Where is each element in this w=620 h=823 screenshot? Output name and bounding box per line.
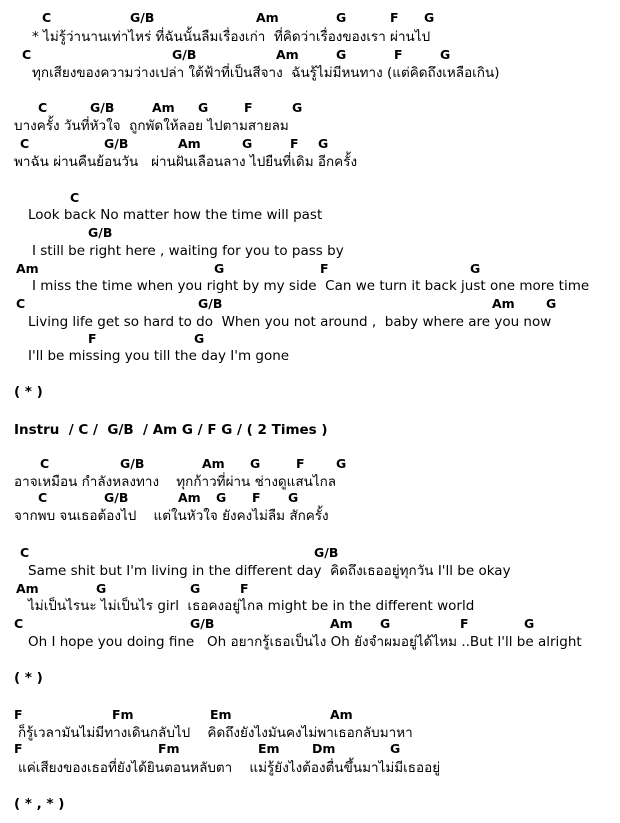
chord-symbol: G/B bbox=[120, 456, 145, 471]
chord-symbol: G bbox=[292, 100, 303, 115]
chord-symbol: G bbox=[470, 261, 481, 276]
lyric-line: I'll be missing you till the day I'm gone bbox=[28, 348, 290, 364]
chord-symbol: Am bbox=[256, 10, 279, 25]
chord-symbol: Fm bbox=[158, 741, 180, 756]
section-marker: ( * ) bbox=[14, 670, 43, 686]
chord-symbol: C bbox=[42, 10, 52, 25]
chord-symbol: C bbox=[22, 47, 32, 62]
lyric-line: Same shit but I'm living in the different day คิดถึงเธออยู่ทุกวัน I'll be okay bbox=[28, 563, 511, 579]
chord-symbol: Am bbox=[16, 581, 39, 596]
chord-symbol: Am bbox=[202, 456, 225, 471]
chord-symbol: Em bbox=[258, 741, 280, 756]
section-marker: ( * , * ) bbox=[14, 796, 65, 812]
chord-symbol: Am bbox=[330, 707, 353, 722]
lyric-line: Oh I hope you doing fine Oh อยากรู้เธอเป็นไง Oh ยังจำผมอยู่ได้ไหม ..But I'll be alright bbox=[28, 634, 582, 650]
chord-symbol: G/B bbox=[104, 136, 129, 151]
chord-symbol: Am bbox=[276, 47, 299, 62]
chord-symbol: G/B bbox=[90, 100, 115, 115]
chord-symbol: Fm bbox=[112, 707, 134, 722]
chord-symbol: G bbox=[242, 136, 253, 151]
chord-symbol: G bbox=[318, 136, 329, 151]
chord-symbol: F bbox=[244, 100, 253, 115]
lyric-line: จากพบ จนเธอต้องไป แต่ในหัวใจ ยังคงไม่ลืม สักครั้ง bbox=[14, 508, 329, 524]
chord-symbol: Am bbox=[178, 490, 201, 505]
chord-symbol: F bbox=[290, 136, 299, 151]
lyric-line: อาจเหมือน กำลังหลงทาง ทุกก้าวที่ผ่าน ช่างดูแสนไกล bbox=[14, 474, 337, 490]
lyric-line: I miss the time when you right by my side Can we turn it back just one more time bbox=[32, 278, 590, 294]
chord-symbol: G bbox=[216, 490, 227, 505]
chord-symbol: C bbox=[20, 545, 30, 560]
section-marker: Instru / C / G/B / Am G / F G / ( 2 Times ) bbox=[14, 422, 328, 438]
chord-symbol: F bbox=[240, 581, 249, 596]
chord-symbol: G/B bbox=[88, 225, 113, 240]
chord-symbol: G/B bbox=[198, 296, 223, 311]
chord-symbol: C bbox=[16, 296, 26, 311]
chord-symbol: F bbox=[296, 456, 305, 471]
chord-symbol: C bbox=[70, 190, 80, 205]
chord-symbol: G bbox=[440, 47, 451, 62]
chord-symbol: F bbox=[390, 10, 399, 25]
section-marker: ( * ) bbox=[14, 384, 43, 400]
chord-symbol: C bbox=[38, 100, 48, 115]
chord-symbol: G/B bbox=[190, 616, 215, 631]
chord-symbol: G bbox=[214, 261, 225, 276]
chord-symbol: C bbox=[14, 616, 24, 631]
chord-symbol: G bbox=[390, 741, 401, 756]
chord-symbol: G bbox=[336, 47, 347, 62]
chord-symbol: Dm bbox=[312, 741, 336, 756]
lyric-line: ก็รู้เวลามันไม่มีทางเดินกลับไป คิดถึงยังไงมันคงไม่พาเธอกลับมาหา bbox=[18, 725, 413, 741]
lyric-line: ทุกเสียงของความว่างเปล่า ใต้ฟ้าที่เป็นสีจาง ฉันรู้ไม่มีหนทาง (แต่คิดถึงเหลือเกิน) bbox=[32, 65, 500, 81]
chord-symbol: Am bbox=[152, 100, 175, 115]
lyric-line: แค่เสียงของเธอที่ยังได้ยินตอนหลับตา แม่รู้ยังไงต้องตื่นขึ้นมาไม่มีเธออยู่ bbox=[18, 760, 441, 776]
chord-symbol: G bbox=[190, 581, 201, 596]
chord-symbol: Am bbox=[16, 261, 39, 276]
chord-symbol: G bbox=[380, 616, 391, 631]
chord-symbol: Am bbox=[330, 616, 353, 631]
chord-symbol: F bbox=[460, 616, 469, 631]
chord-symbol: G bbox=[96, 581, 107, 596]
lyric-line: พาฉัน ผ่านคืนย้อนวัน ผ่านฝันเลือนลาง ไปยืนที่เดิม อีกครั้ง bbox=[14, 154, 358, 170]
chord-symbol: G bbox=[546, 296, 557, 311]
chord-symbol: F bbox=[252, 490, 261, 505]
chord-symbol: G/B bbox=[130, 10, 155, 25]
chord-symbol: C bbox=[20, 136, 30, 151]
chord-symbol: G bbox=[250, 456, 261, 471]
chord-symbol: G bbox=[288, 490, 299, 505]
chord-symbol: G bbox=[336, 10, 347, 25]
lyric-line: ไม่เป็นไรนะ ไม่เป็นไร girl เธอคงอยู่ไกล might be in the different world bbox=[28, 598, 475, 614]
chord-symbol: G/B bbox=[314, 545, 339, 560]
chord-symbol: F bbox=[14, 741, 23, 756]
chord-symbol: C bbox=[38, 490, 48, 505]
lyric-line: * ไม่รู้ว่านานเท่าไหร่ ที่ฉันนั้นลืมเรื่องเก่า ที่คิดว่าเรื่องของเรา ผ่านไป bbox=[32, 29, 431, 45]
chord-symbol: G bbox=[336, 456, 347, 471]
chord-symbol: C bbox=[40, 456, 50, 471]
chord-symbol: Em bbox=[210, 707, 232, 722]
chord-symbol: G/B bbox=[172, 47, 197, 62]
chord-symbol: F bbox=[394, 47, 403, 62]
chord-symbol: F bbox=[320, 261, 329, 276]
chord-symbol: F bbox=[14, 707, 23, 722]
chord-symbol: G bbox=[524, 616, 535, 631]
chord-symbol: G/B bbox=[104, 490, 129, 505]
chord-symbol: G bbox=[198, 100, 209, 115]
chord-symbol: G bbox=[424, 10, 435, 25]
chord-symbol: F bbox=[88, 331, 97, 346]
lyric-line: บางครั้ง วันที่หัวใจ ถูกพัดให้ลอย ไปตามสายลม bbox=[14, 118, 289, 134]
chord-symbol: Am bbox=[492, 296, 515, 311]
chord-symbol: G bbox=[194, 331, 205, 346]
lyric-line: I still be right here , waiting for you to pass by bbox=[32, 243, 344, 259]
lyric-line: Look back No matter how the time will past bbox=[28, 207, 323, 223]
chord-symbol: Am bbox=[178, 136, 201, 151]
lyric-line: Living life get so hard to do When you not around , baby where are you now bbox=[28, 314, 552, 330]
